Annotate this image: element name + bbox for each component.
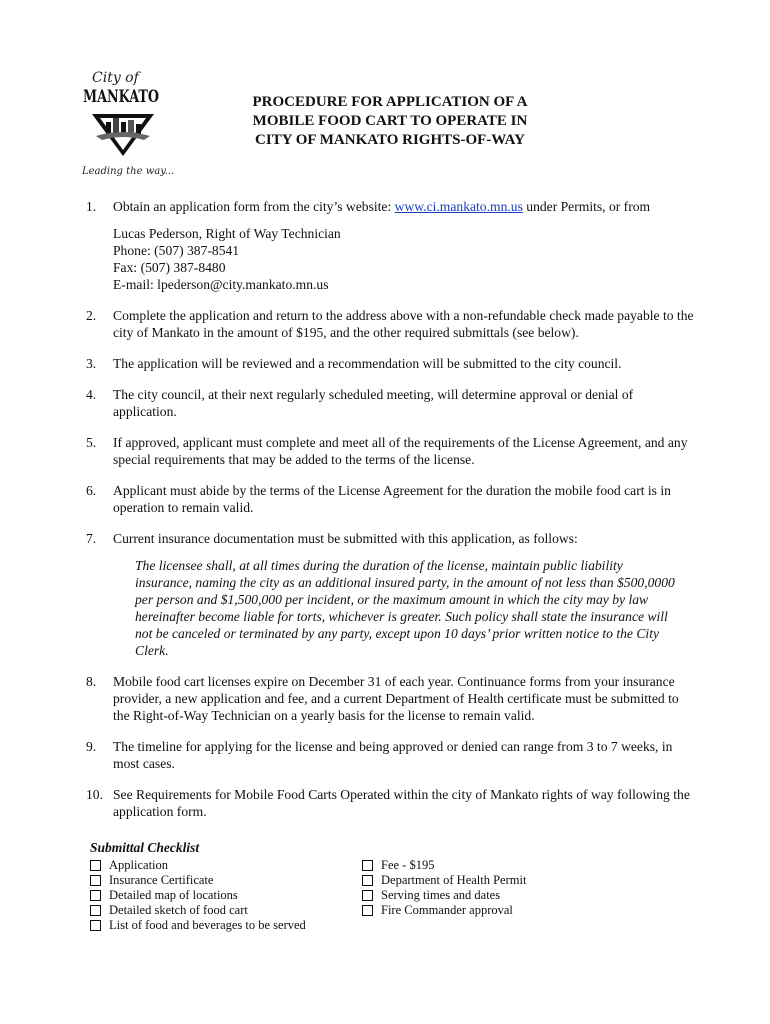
list-item	[86, 530, 696, 659]
city-of-mankato-logo	[82, 66, 175, 178]
item-number: 2.	[86, 308, 97, 323]
checkbox[interactable]	[362, 875, 373, 886]
insurance-requirement-quote: The licensee shall, at all times during the duration of the license, maintain public liability insurance, naming the city as an additional insured party, in the amount of not less than $500,0000 per person and $1,500,000 per incident, or the maximum amount in which the city may by law hereinafter become liable for torts, whichever is greater. Such policy shall state the insurance will not be canceled or terminated by any party, except upon 10 days’ prior written notice to the City Clerk.	[135, 558, 675, 658]
checklist-item-sketch-of-food-cart[interactable]	[90, 903, 362, 918]
item-number: 6.	[86, 483, 97, 498]
checklist-item-serving-times[interactable]	[362, 888, 662, 903]
checklist-label: List of food and beverages to be served	[109, 918, 306, 932]
list-item	[86, 386, 696, 420]
checkbox[interactable]	[362, 905, 373, 916]
list-item	[86, 482, 696, 516]
item-number: 4.	[86, 387, 97, 402]
procedure-list	[86, 198, 696, 834]
title-line-3: CITY OF MANKATO RIGHTS-OF-WAY	[255, 132, 525, 148]
list-item	[86, 355, 696, 372]
checklist-label: Application	[109, 858, 169, 872]
item-number: 1.	[86, 199, 97, 214]
logo-mankato: MANKATO	[83, 87, 160, 107]
list-item	[86, 673, 696, 724]
item-number: 8.	[86, 674, 97, 689]
item-text: Obtain an application form from the city’s website:	[113, 199, 395, 214]
logo-city-of: City of	[92, 70, 139, 86]
checkbox[interactable]	[362, 860, 373, 871]
item-number: 7.	[86, 531, 97, 546]
checklist-label: Serving times and dates	[381, 888, 501, 902]
checklist-label: Fee - $195	[381, 858, 435, 872]
item-text: Mobile food cart licenses expire on December 31 of each year. Continuance forms from your insurance provider, a new application and fee, and a current Department of Health certificate must be submitted to the Right-of-Way Technician on a yearly basis for the license to remain valid.	[113, 674, 679, 723]
list-item	[86, 307, 696, 341]
item-text: Complete the application and return to the address above with a non-refundable check made payable to the city of Mankato in the amount of $195, and the other required submittals (see below).	[113, 308, 694, 340]
item-text: If approved, applicant must complete and meet all of the requirements of the License Agreement, and any special requirements that may be added to the terms of the license.	[113, 435, 688, 467]
checkbox[interactable]	[90, 875, 101, 886]
checklist-label: Department of Health Permit	[381, 873, 527, 887]
contact-name: Lucas Pederson, Right of Way Technician	[113, 226, 341, 241]
item-text: The timeline for applying for the license and being approved or denied can range from 3 to 7 weeks, in most cases.	[113, 739, 673, 771]
item-text: The application will be reviewed and a recommendation will be submitted to the city council.	[113, 356, 622, 371]
title-line-1: PROCEDURE FOR APPLICATION OF A	[252, 94, 528, 110]
document-title	[210, 93, 570, 150]
checkbox[interactable]	[362, 890, 373, 901]
contact-block	[113, 225, 696, 293]
checkbox[interactable]	[90, 920, 101, 931]
checklist-item-application[interactable]	[90, 858, 362, 873]
title-line-2: MOBILE FOOD CART TO OPERATE IN	[252, 113, 528, 129]
list-item	[86, 198, 696, 293]
list-item	[86, 738, 696, 772]
list-item	[86, 786, 696, 820]
checklist-item-fee[interactable]	[362, 858, 662, 873]
item-number: 10.	[86, 787, 103, 802]
checklist-label: Detailed map of locations	[109, 888, 238, 902]
checklist-item-health-permit[interactable]	[362, 873, 662, 888]
checklist-title: Submittal Checklist	[90, 840, 200, 855]
checklist-label: Fire Commander approval	[381, 903, 513, 917]
checklist-item-insurance-certificate[interactable]	[90, 873, 362, 888]
website-link[interactable]: www.ci.mankato.mn.us	[394, 199, 523, 214]
checkbox[interactable]	[90, 890, 101, 901]
checklist-item-map-of-locations[interactable]	[90, 888, 362, 903]
contact-email: E-mail: lpederson@city.mankato.mn.us	[113, 277, 329, 292]
logo-slogan: Leading the way...	[82, 166, 175, 177]
item-text: Current insurance documentation must be submitted with this application, as follows:	[113, 531, 578, 546]
contact-phone: Phone: (507) 387-8541	[113, 243, 240, 258]
checkbox[interactable]	[90, 905, 101, 916]
item-text: under Permits, or from	[522, 199, 651, 214]
item-number: 5.	[86, 435, 97, 450]
item-text: Applicant must abide by the terms of the License Agreement for the duration the mobile food cart is in operation to remain valid.	[113, 483, 671, 515]
item-number: 3.	[86, 356, 97, 371]
list-item	[86, 434, 696, 468]
item-number: 9.	[86, 739, 97, 754]
submittal-checklist	[90, 840, 690, 933]
checklist-item-food-and-beverages[interactable]	[90, 918, 362, 933]
checklist-label: Insurance Certificate	[109, 873, 214, 887]
contact-fax: Fax: (507) 387-8480	[113, 260, 226, 275]
checkbox[interactable]	[90, 860, 101, 871]
checklist-label: Detailed sketch of food cart	[109, 903, 248, 917]
checklist-item-fire-commander-approval[interactable]	[362, 903, 662, 918]
item-text: See Requirements for Mobile Food Carts Operated within the city of Mankato rights of way following the application form.	[113, 787, 690, 819]
item-text: The city council, at their next regularly scheduled meeting, will determine approval or denial of application.	[113, 387, 634, 419]
